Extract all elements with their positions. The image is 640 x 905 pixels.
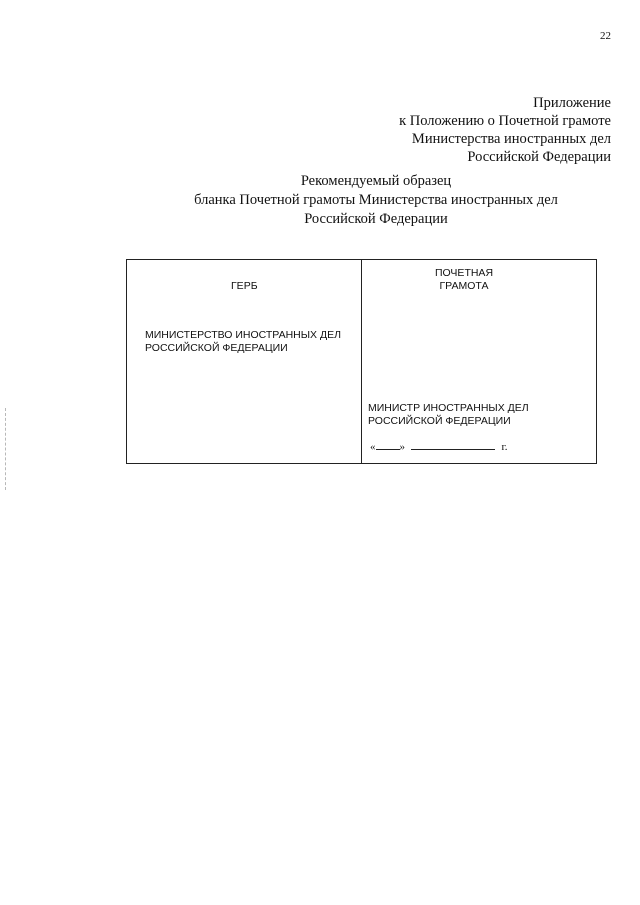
appendix-block: [399, 94, 611, 166]
minister-line: МИНИСТР ИНОСТРАННЫХ ДЕЛ: [368, 402, 529, 414]
document-title: [0, 172, 640, 229]
date-field: [370, 440, 508, 453]
emblem-label: ГЕРБ: [231, 280, 258, 292]
date-open-quote: «: [370, 441, 376, 453]
title-line: Российской Федерации: [304, 211, 448, 227]
scan-margin-mark: [5, 408, 6, 490]
ministry-name-line: РОССИЙСКОЙ ФЕДЕРАЦИИ: [145, 342, 288, 354]
title-line: бланка Почетной грамоты Министерства иностранных дел: [194, 192, 558, 208]
ministry-name-line: МИНИСТЕРСТВО ИНОСТРАННЫХ ДЕЛ: [145, 329, 341, 341]
ministry-name: [145, 329, 341, 355]
page-number: 22: [600, 30, 611, 42]
minister-line: РОССИЙСКОЙ ФЕДЕРАЦИИ: [368, 415, 511, 427]
appendix-line: Министерства иностранных дел: [411, 131, 611, 147]
title-line: Рекомендуемый образец: [300, 173, 452, 189]
certificate-title: [375, 267, 553, 293]
minister-signature-block: [368, 402, 529, 428]
appendix-line: к Положению о Почетной грамоте: [399, 113, 611, 129]
appendix-line: Приложение: [533, 95, 611, 111]
certificate-form-sample: [126, 259, 597, 464]
certificate-title-line: ПОЧЕТНАЯ: [434, 267, 494, 279]
certificate-title-line: ГРАМОТА: [439, 280, 489, 292]
appendix-line: Российской Федерации: [467, 149, 611, 165]
date-close-quote: »: [399, 441, 405, 453]
form-divider: [361, 260, 362, 463]
year-suffix: г.: [501, 441, 508, 453]
day-blank: [376, 440, 400, 450]
month-year-blank: [411, 440, 495, 450]
